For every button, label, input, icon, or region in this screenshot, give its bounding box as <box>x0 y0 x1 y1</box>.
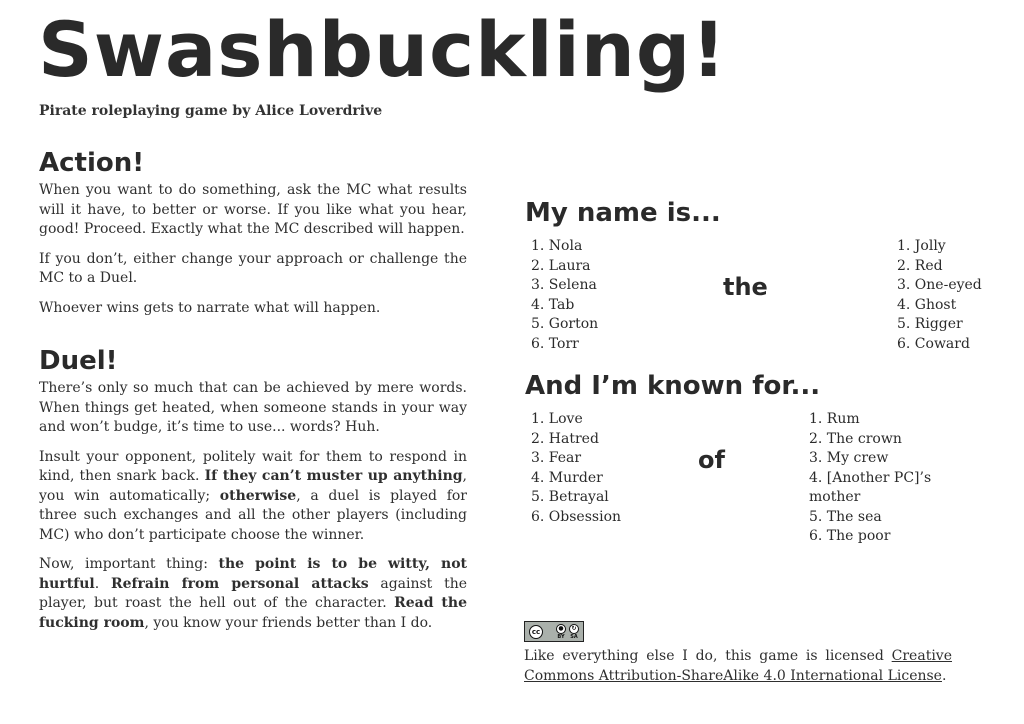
text-run: . <box>94 575 111 592</box>
text-run: against the player, but roast the hell out of the character. <box>39 575 467 612</box>
action-paragraph-1: When you want to do something, ask the MC what results will it have, to better or worse. If you like what you hear, good! Proceed. Exactly what the MC described will happen. <box>39 182 467 238</box>
known-tables <box>525 410 985 545</box>
name-joiner: the <box>723 273 768 302</box>
epithet-list <box>897 237 982 354</box>
duel-paragraph-1: There’s only so much that can be achieved by mere words. When things get heated, when someone stands in your way and won’t budge, it’s time to use... words? Huh. <box>39 380 467 436</box>
license-text: Like everything else I do, this game is licensed <box>524 648 892 664</box>
by-label: BY <box>557 633 565 640</box>
name-section <box>525 198 985 355</box>
bold-text: Read the fucking room <box>39 595 467 631</box>
first-name-list <box>531 237 598 354</box>
known-heading: And I’m known for... <box>525 371 821 402</box>
sa-label: SA <box>570 633 578 640</box>
list-item: 5. Rigger <box>897 316 963 333</box>
list-item: 4. Tab <box>531 296 575 313</box>
license-notice <box>524 647 952 686</box>
rules-column <box>39 148 467 643</box>
text-run: , you know your friends better than I do. <box>144 614 433 631</box>
list-item: 3. My crew <box>809 450 889 467</box>
bold-text: otherwise <box>219 487 297 504</box>
license-link[interactable]: Creative Commons Attribution-ShareAlike 4.0 International License <box>524 648 952 684</box>
list-item: 5. Gorton <box>531 316 599 333</box>
character-column <box>525 198 985 545</box>
list-item: 1. Jolly <box>897 238 946 255</box>
action-paragraph-2: If you don’t, either change your approach or challenge the MC to a Duel. <box>39 250 467 287</box>
list-item: 3. Selena <box>531 277 597 294</box>
list-item: 6. The poor <box>809 528 891 545</box>
text-run: Now, important thing: <box>39 556 219 573</box>
list-item: 4. [Another PC]’s mother <box>809 469 932 506</box>
list-item: 1. Nola <box>531 238 583 255</box>
badge-right <box>556 624 579 640</box>
duel-paragraph-3 <box>39 555 467 633</box>
attribution-person-icon: ● <box>556 624 566 634</box>
action-heading: Action! <box>39 148 145 178</box>
list-item: 6. Torr <box>531 335 579 352</box>
action-section <box>39 148 467 318</box>
object-list <box>809 410 985 547</box>
text-run: , you win automatically; <box>39 468 467 504</box>
duel-paragraph-2 <box>39 448 467 546</box>
page-title: Swashbuckling! <box>38 5 727 94</box>
duel-section <box>39 346 467 633</box>
list-item: 3. Fear <box>531 450 582 467</box>
license-end: . <box>941 667 947 684</box>
name-heading: My name is... <box>525 198 721 228</box>
list-item: 2. Hatred <box>531 430 599 447</box>
text-run: , a duel is played for three such exchanges and all the other players (including MC) who don’t participate choose the winner. <box>39 487 467 543</box>
known-section <box>525 371 985 545</box>
cc-by-sa-badge-icon[interactable] <box>524 621 584 642</box>
list-item: 1. Love <box>531 411 583 428</box>
list-item: 4. Ghost <box>897 296 957 313</box>
by-group <box>556 624 566 640</box>
list-item: 4. Murder <box>531 469 603 486</box>
name-tables <box>525 237 985 355</box>
list-item: 3. One-eyed <box>897 277 982 294</box>
duel-heading: Duel! <box>39 346 118 377</box>
list-item: 2. The crown <box>809 430 902 447</box>
feeling-list <box>531 410 621 527</box>
action-paragraph-3: Whoever wins gets to narrate what will happen. <box>39 299 381 316</box>
text-run: Insult your opponent, politely wait for them to respond in kind, then snark back. <box>39 448 467 485</box>
list-item: 6. Obsession <box>531 508 622 525</box>
sa-group <box>569 624 579 640</box>
list-item: 5. The sea <box>809 508 882 525</box>
list-item: 2. Red <box>897 257 943 274</box>
bold-text: If they can’t muster up anything <box>204 468 463 485</box>
share-alike-icon: ↻ <box>569 624 579 634</box>
page-subtitle: Pirate roleplaying game by Alice Loverdrive <box>39 103 383 119</box>
list-item: 1. Rum <box>809 411 860 428</box>
list-item: 6. Coward <box>897 335 970 352</box>
list-item: 5. Betrayal <box>531 489 609 506</box>
cc-logo-icon: cc <box>529 625 543 639</box>
bold-text: the point is to be witty, not hurtful <box>39 556 467 592</box>
known-joiner: of <box>698 446 725 475</box>
list-item: 2. Laura <box>531 257 591 274</box>
bold-text: Refrain from personal attacks <box>110 575 369 592</box>
